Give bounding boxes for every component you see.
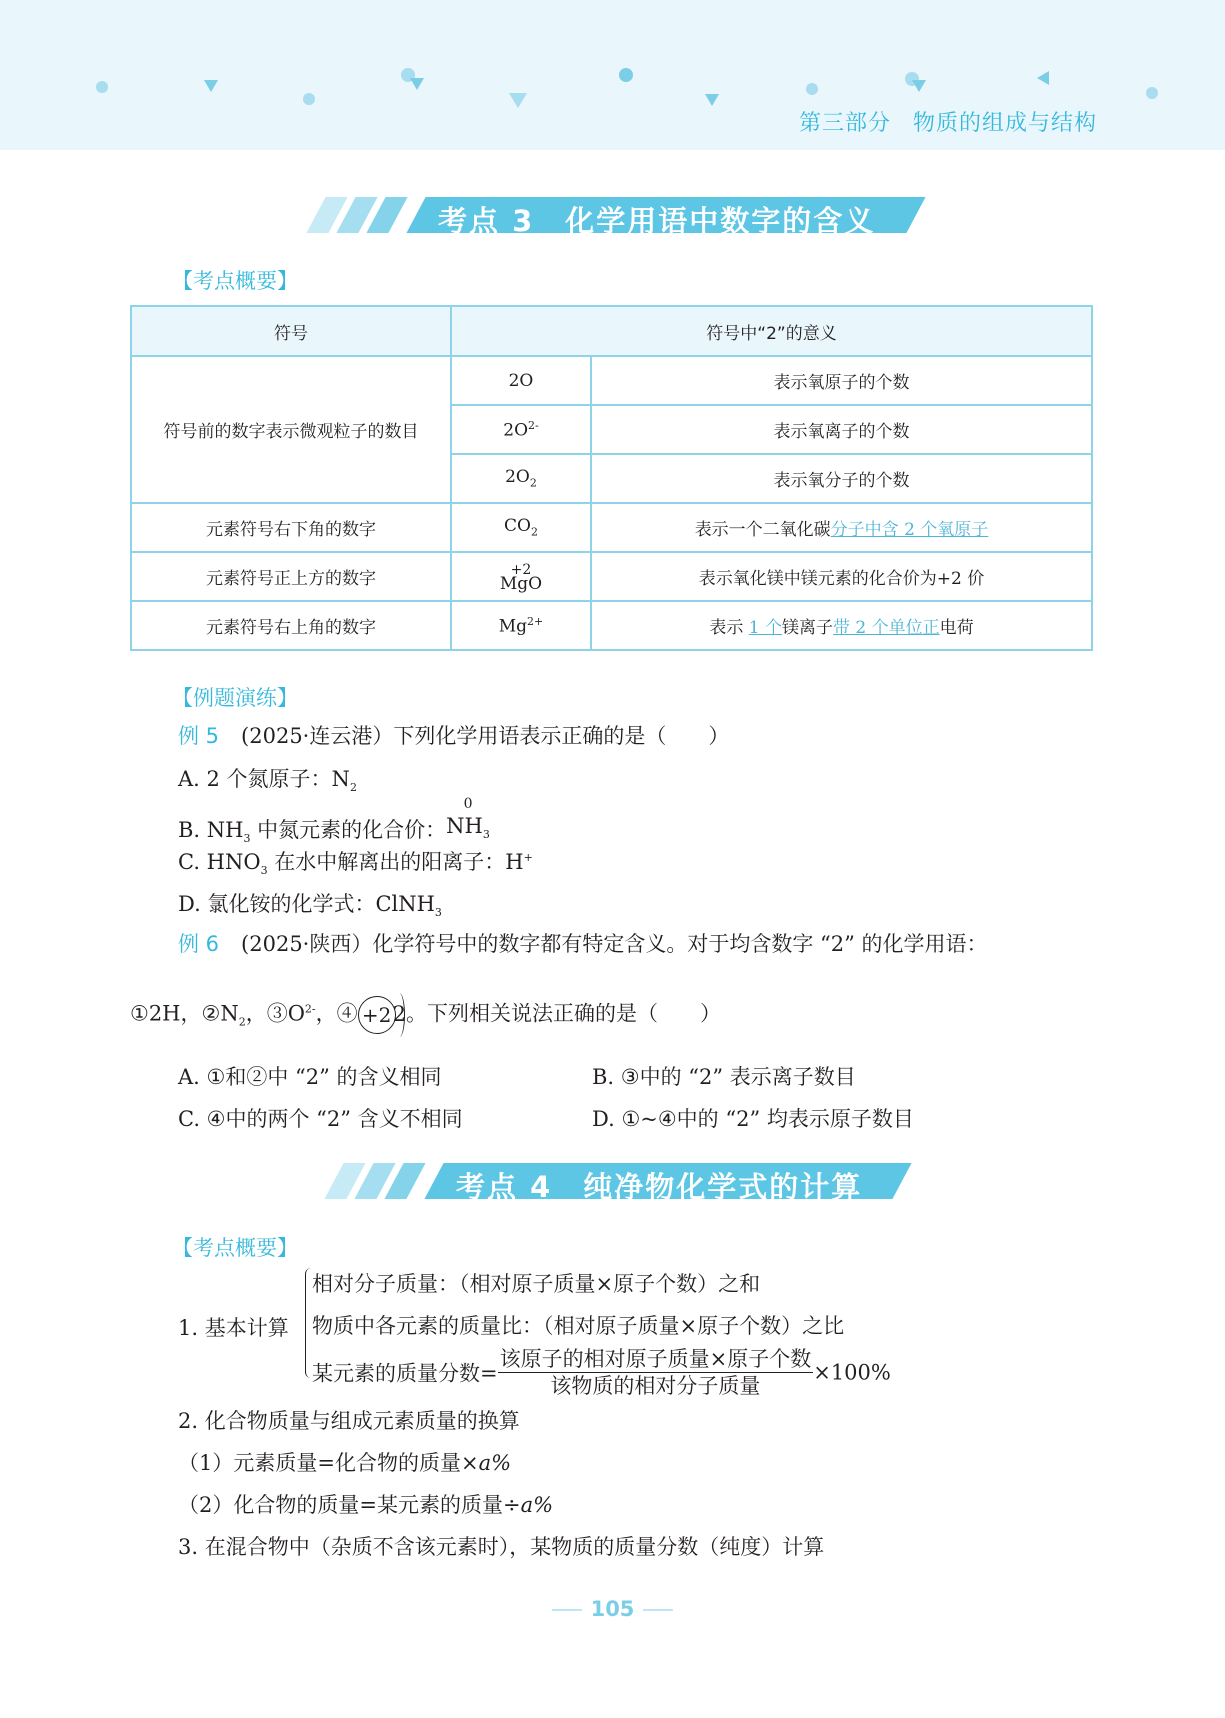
table-cell-symbol: $Mg^{2+}$ (451, 601, 591, 650)
decor-triangle-icon (410, 78, 424, 90)
overview-tag: 【考点概要】 (172, 1236, 298, 1260)
table-row (131, 552, 1092, 601)
table-row (131, 356, 1092, 405)
table-cell-label: 元素符号右上角的数字 (131, 601, 451, 650)
table-cell-meaning: 表示氧原子的个数 (591, 356, 1092, 405)
example-6-symbols: ①2H，$②N_2$，$③O^{2-}$，④ +22。下列相关说法正确的是（ ） (130, 993, 721, 1037)
example-5-option-c: C. $HNO_3$ 在水中解离出的阳离子：H+ (178, 850, 533, 878)
table-cell-label: 元素符号正上方的数字 (131, 552, 451, 601)
table-cell-symbol: $2O_2$ (451, 454, 591, 503)
example-6-option-a: A. ①和②中 “2” 的含义相同 (178, 1065, 442, 1089)
conversion-heading: 2. 化合物质量与组成元素质量的换算 (178, 1409, 520, 1433)
meaning-table (130, 305, 1093, 651)
table-header-cell: 符号 (131, 306, 451, 356)
table-cell-label: 符号前的数字表示微观粒子的数目 (131, 356, 451, 503)
decor-dot-icon (619, 68, 633, 82)
example-5-option-d: D. 氯化铵的化学式：ClNH$_3$ (178, 892, 442, 920)
conversion-1: （1）元素质量=化合物的质量×a% (178, 1451, 512, 1475)
decor-triangle-icon (912, 80, 926, 92)
decor-dot-icon (1146, 87, 1158, 99)
decor-dot-icon (806, 83, 818, 95)
table-cell-meaning: 表示一个二氧化碳分子中含 2 个氧原子 (591, 503, 1092, 552)
basic-calc-label: 1. 基本计算 (178, 1316, 289, 1340)
conversion-2: （2）化合物的质量=某元素的质量÷a% (178, 1493, 554, 1517)
section-4-title: 考点 4 纯净物化学式的计算 (456, 1170, 863, 1204)
table-header-cell: 符号中“2”的意义 (451, 306, 1092, 356)
mixture-purity: 3. 在混合物中（杂质不含该元素时），某物质的质量分数（纯度）计算 (178, 1535, 825, 1559)
part-title (799, 106, 1097, 137)
table-cell-meaning: 表示氧分子的个数 (591, 454, 1092, 503)
table-cell-meaning: 表示 1 个镁离子带 2 个单位正电荷 (591, 601, 1092, 650)
decor-triangle-icon (705, 94, 719, 106)
example-5-stem: 例 5 (2025·连云港）下列化学用语表示正确的是（ ） (178, 724, 730, 748)
example-5-option-a: A. 2 个氮原子：$N_2$ (178, 767, 357, 795)
table-cell-meaning: 表示氧离子的个数 (591, 405, 1092, 454)
practice-tag: 【例题演练】 (172, 686, 298, 710)
table-cell-meaning: 表示氧化镁中镁元素的化合价为+2 价 (591, 552, 1092, 601)
table-row (131, 503, 1092, 552)
atom-nucleus-icon: +2 (358, 996, 396, 1034)
page-header (0, 0, 1225, 150)
decor-triangle-icon (1037, 71, 1049, 85)
table-cell-label: 元素符号右下角的数字 (131, 503, 451, 552)
table-header-row (131, 306, 1092, 356)
decor-dot-icon (303, 93, 315, 105)
answer-underline: 1 个 (748, 618, 782, 638)
basic-calc-b: 物质中各元素的质量比：（相对原子质量×原子个数）之比 (312, 1314, 845, 1338)
example-6-stem: 例 6 (2025·陕西）化学符号中的数字都有特定含义。对于均含数字 “2” 的化学用语： (178, 932, 988, 956)
decor-triangle-icon (204, 80, 218, 92)
table-cell-symbol: $2O^{2-}$ (451, 405, 591, 454)
section-4-banner (328, 1163, 908, 1204)
part-number: 第三部分 (798, 111, 891, 136)
table-cell-symbol: $CO_2$ (451, 503, 591, 552)
basic-calc-a: 相对分子质量：（相对原子质量×原子个数）之和 (312, 1272, 761, 1296)
basic-calc-c: 某元素的质量分数= $\frac{\text{该原子的相对原子质量×原子个数}}{\text{该物质的相对分子质量}}$ ×100% (312, 1347, 891, 1398)
example-label: 例 5 (178, 724, 220, 748)
example-6-option-d: D. ①~④中的 “2” 均表示原子数目 (592, 1107, 914, 1131)
answer-underline: 带 2 个单位正 (833, 618, 940, 638)
example-6-option-c: C. ④中的两个 “2” 含义不相同 (178, 1107, 463, 1131)
mass-fraction-formula: $\frac{\text{该原子的相对原子质量×原子个数}}{\text{该物质的相对分子质量}}$ (499, 1347, 812, 1398)
example-label: 例 6 (178, 932, 220, 956)
example-5-option-b: B. $NH_3$ 中氮元素的化合价：0 $NH_3$ (178, 796, 490, 845)
answer-underline: 分子中含 2 个氧原子 (830, 520, 989, 540)
table-row (131, 601, 1092, 650)
section-3-banner (310, 197, 920, 238)
section-3-title: 考点 3 化学用语中数字的含义 (438, 204, 876, 238)
example-6-option-b: B. ③中的 “2” 表示离子数目 (592, 1065, 856, 1089)
decor-dot-icon (96, 81, 108, 93)
overview-tag: 【考点概要】 (172, 269, 298, 293)
table-cell-symbol: 2O (451, 356, 591, 405)
part-name: 物质的组成与结构 (912, 111, 1097, 136)
table-cell-symbol: +2 MgO (451, 552, 591, 601)
decor-triangle-icon (509, 93, 527, 108)
page-number: 105 (560, 1597, 665, 1621)
